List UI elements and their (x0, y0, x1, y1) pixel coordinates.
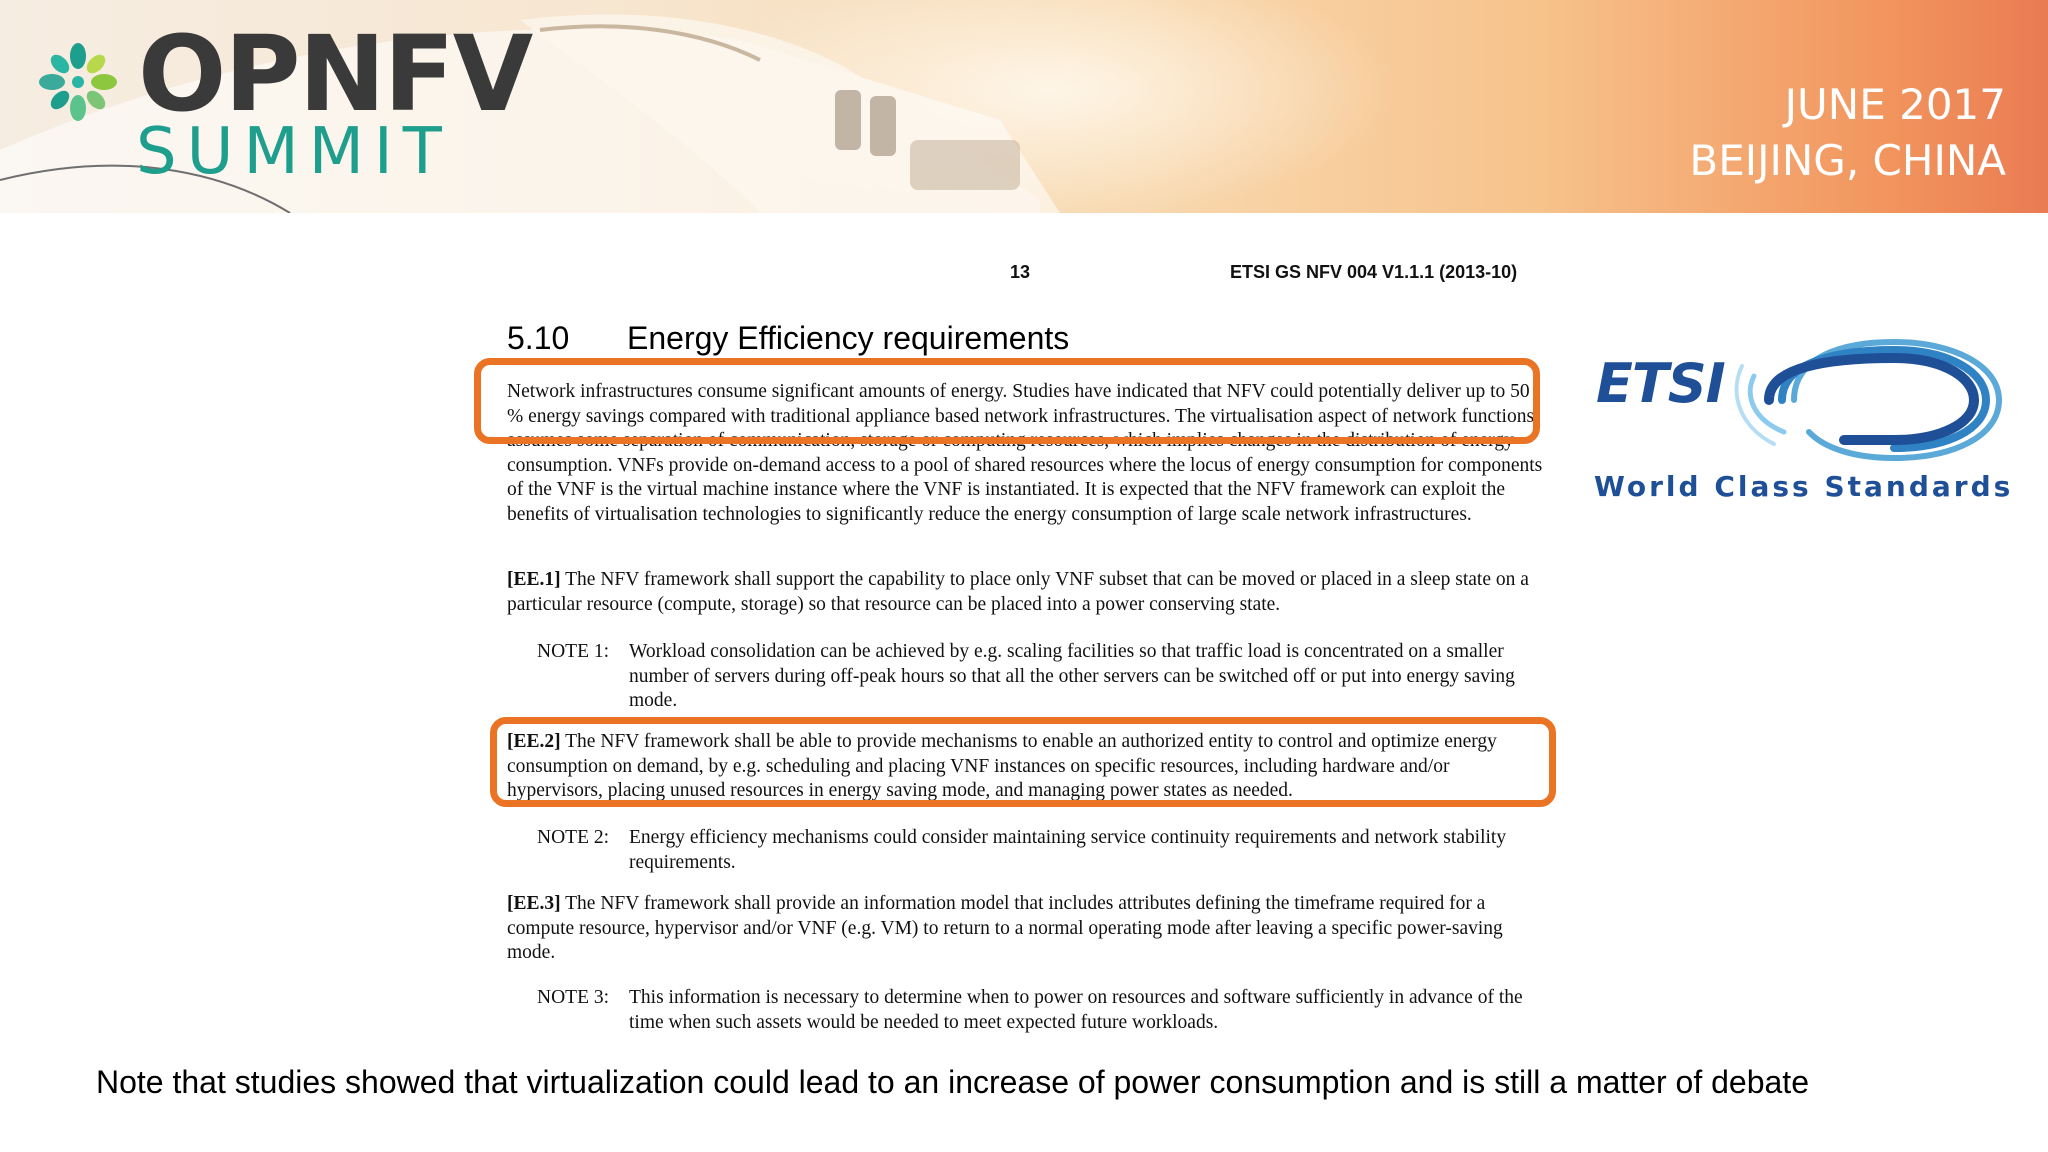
section-number: 5.10 (507, 320, 570, 356)
opnfv-wordmark: OPNFV (138, 13, 532, 135)
note-1-label: NOTE 1: (537, 641, 610, 662)
etsi-tagline: World Class Standards (1594, 470, 2014, 503)
section-heading (507, 320, 1069, 357)
note-3-text: This information is necessary to determine when to power on resources and software sufficiently in advance of the time when such assets would be needed to meet expected future workloads. (629, 987, 1523, 1033)
opnfv-flower-icon (30, 34, 126, 130)
etsi-swoosh-icon (1724, 336, 2014, 464)
document-id: ETSI GS NFV 004 V1.1.1 (2013-10) (1230, 262, 1518, 282)
requirement-ee3-text: The NFV framework shall provide an information model that includes attributes defining the timeframe required for a compute resource, hypervisor and/or VNF (e.g. VM) to return to a normal operating mode after leaving a specific power-saving mode. (507, 893, 1503, 963)
note-3 (537, 986, 1547, 1041)
page-number: 13 (1010, 262, 1031, 282)
requirement-ee1 (507, 568, 1547, 617)
note-1-text: Workload consolidation can be achieved by e.g. scaling facilities so that traffic load is concentrated on a smaller number of servers during off-peak hours so that all the other servers can be switched off or put into energy saving mode. (629, 641, 1515, 711)
note-2-text: Energy efficiency mechanisms could consider maintaining service continuity requirements and network stability requirements. (629, 827, 1507, 873)
intro-paragraph: Network infrastructures consume significant amounts of energy. Studies have indicated that NFV could potentially deliver up to 50 % energy savings compared with traditional appliance based network infrastructures. The virtualisation aspect of network functions assumes some separation of communication, storage or computing resources, which implies changes in the distribution of energy consumption. VNFs provide on-demand access to a pool of shared resources where the locus of energy consumption for components of the VNF is the virtual machine instance where the VNF is instantiated. It is expected that the NFV framework can exploit the benefits of virtualisation technologies to significantly reduce the energy consumption of large scale network infrastructures. (507, 381, 1543, 525)
requirement-ee1-text: The NFV framework shall support the capability to place only VNF subset that can be moved or placed in a sleep state on a particular resource (compute, storage) so that resource can be placed into a power conserving state. (507, 569, 1529, 615)
slide-footnote: Note that studies showed that virtualization could lead to an increase of power consumption and is still a matter of debate (96, 1064, 1809, 1100)
summit-wordmark: SUMMIT (136, 115, 452, 189)
event-banner (0, 0, 2048, 213)
event-date: JUNE 2017 (1784, 80, 2006, 129)
etsi-wordmark: ETSI (1596, 352, 1725, 415)
requirement-ee2-label: [EE.2] (507, 731, 561, 752)
requirement-ee3-label: [EE.3] (507, 893, 561, 914)
note-2 (537, 826, 1547, 881)
requirement-ee1-label: [EE.1] (507, 569, 561, 590)
note-2-label: NOTE 2: (537, 827, 610, 848)
highlight-box-ee2 (490, 717, 1556, 807)
note-3-label: NOTE 3: (537, 987, 610, 1008)
section-title: Energy Efficiency requirements (627, 320, 1070, 356)
requirement-ee3 (507, 892, 1547, 966)
requirement-ee2-text: The NFV framework shall be able to provide mechanisms to enable an authorized entity to control and optimize energy consumption on demand, by e.g. scheduling and placing VNF instances on specific resources, including hardware and/or hypervisors, placing unused resources in energy saving mode, and managing power states as needed. (507, 731, 1497, 800)
event-location: BEIJING, CHINA (1689, 136, 2006, 185)
document-excerpt (470, 222, 1570, 1042)
etsi-logo (1590, 336, 2014, 506)
highlight-box-energy-savings (474, 358, 1540, 444)
note-1 (537, 640, 1547, 720)
